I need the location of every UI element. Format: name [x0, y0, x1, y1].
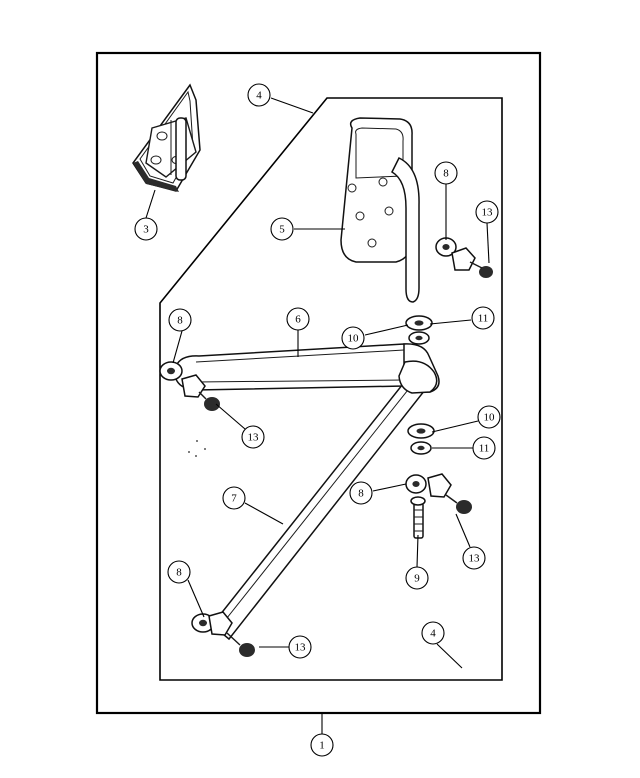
callout-10[interactable]	[342, 327, 364, 349]
part-7-diagonal-brace	[212, 361, 437, 639]
callout-13[interactable]	[476, 201, 498, 223]
callout-label: 9	[414, 572, 420, 585]
callout-label: 8	[358, 487, 364, 500]
callout-leader-10	[432, 421, 478, 432]
callout-group	[135, 84, 500, 756]
callout-label: 8	[176, 566, 182, 579]
callout-label: 13	[481, 206, 493, 219]
callout-leader-4	[271, 98, 313, 113]
callout-leader-11	[430, 320, 471, 324]
callout-label: 4	[256, 89, 262, 102]
callout-label: 3	[143, 223, 149, 236]
callout-13[interactable]	[463, 547, 485, 569]
callout-8[interactable]	[168, 561, 190, 583]
callout-leader-13	[456, 514, 470, 547]
texture-marks	[188, 440, 206, 457]
callout-leader-3	[146, 190, 155, 218]
callout-label: 5	[279, 223, 285, 236]
callout-leader-13	[487, 223, 489, 263]
part-3-mirror-plate	[133, 85, 200, 192]
callout-11[interactable]	[473, 437, 495, 459]
callout-11[interactable]	[472, 307, 494, 329]
callout-4[interactable]	[422, 622, 444, 644]
callout-leader-8	[188, 580, 204, 617]
callout-label: 13	[468, 552, 480, 565]
callout-1[interactable]	[311, 734, 333, 756]
part-9-pin	[411, 497, 425, 538]
callout-label: 1	[319, 739, 325, 752]
callout-13[interactable]	[289, 636, 311, 658]
callout-label: 10	[347, 332, 359, 345]
callout-label: 13	[294, 641, 306, 654]
callout-leader-7	[245, 503, 283, 524]
callout-label: 11	[477, 312, 489, 325]
callout-leader-8	[173, 331, 182, 363]
part-6-upper-arm	[176, 344, 439, 392]
callout-7[interactable]	[223, 487, 245, 509]
callout-6[interactable]	[287, 308, 309, 330]
callout-3[interactable]	[135, 218, 157, 240]
callout-label: 8	[443, 167, 449, 180]
callout-label: 6	[295, 313, 301, 326]
callout-label: 10	[483, 411, 495, 424]
callout-label: 8	[177, 314, 183, 327]
callout-8[interactable]	[435, 162, 457, 184]
callout-label: 13	[247, 431, 259, 444]
callout-4[interactable]	[248, 84, 270, 106]
callout-leader-4	[437, 644, 462, 668]
callout-8[interactable]	[169, 309, 191, 331]
callout-leader-10	[365, 325, 408, 335]
callout-9[interactable]	[406, 567, 428, 589]
callout-leader-13	[216, 404, 245, 429]
callout-label: 7	[231, 492, 237, 505]
callout-leader-9	[417, 535, 418, 567]
part-5-mirror-head	[341, 118, 419, 302]
callout-leader-8	[373, 484, 406, 491]
callout-10[interactable]	[478, 406, 500, 428]
callout-label: 11	[478, 442, 490, 455]
callout-13[interactable]	[242, 426, 264, 448]
callout-5[interactable]	[271, 218, 293, 240]
callout-8[interactable]	[350, 482, 372, 504]
callout-label: 4	[430, 627, 436, 640]
part-13-nuts	[182, 248, 493, 657]
